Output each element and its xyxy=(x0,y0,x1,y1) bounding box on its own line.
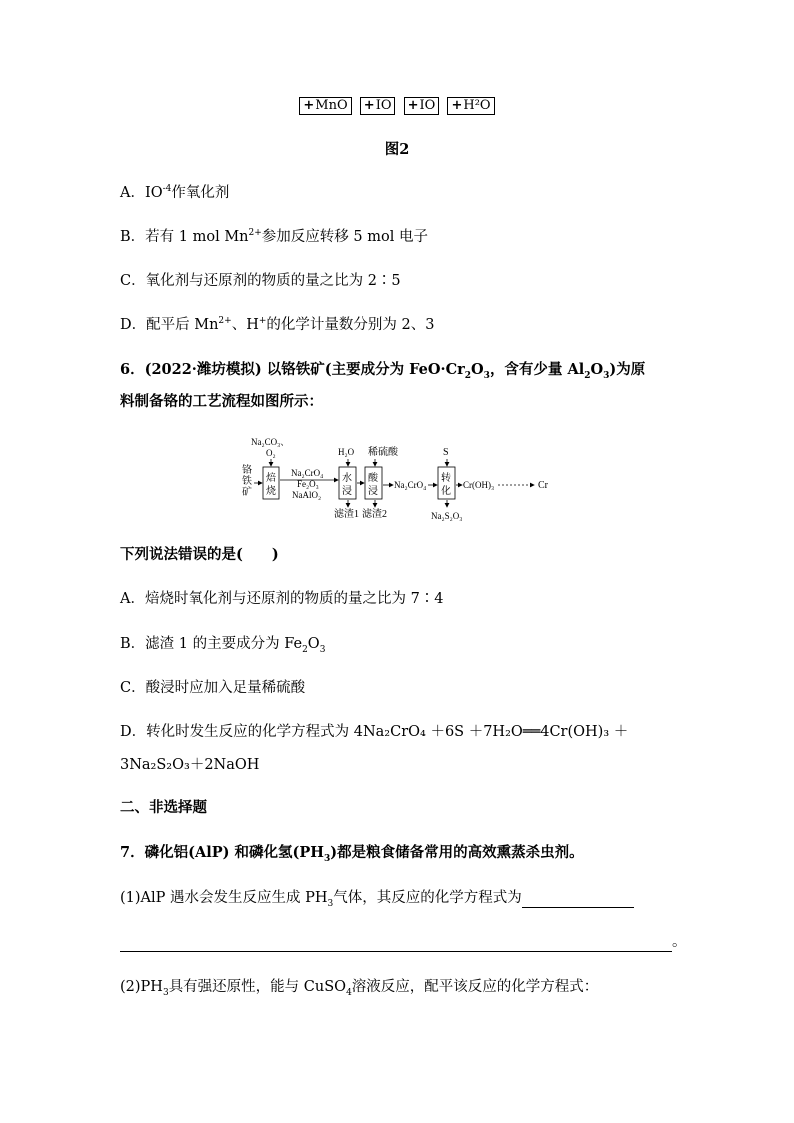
svg-text:铁: 铁 xyxy=(242,476,252,487)
q5-option-b: B．若有 1 mol $Mn^{2+}$参加反应转移 5 mol 电子 xyxy=(120,228,428,245)
svg-text:Fe₂O₃: Fe₂O₃ xyxy=(297,479,319,489)
reagent-2: H₂O xyxy=(338,447,355,457)
figure-caption: 图2 xyxy=(384,141,410,158)
q6-prompt: 下列说法错误的是( ) xyxy=(120,546,279,563)
svg-text:NaAlO₂: NaAlO₂ xyxy=(292,490,322,500)
svg-text:酸: 酸 xyxy=(368,473,378,484)
reagent-1: Na₂CO₃、 xyxy=(251,437,290,447)
final-product: Cr xyxy=(538,480,548,491)
svg-text:水: 水 xyxy=(342,473,352,484)
reagent-4: S xyxy=(443,447,449,458)
answer-blank[interactable] xyxy=(522,889,634,908)
svg-text:矿: 矿 xyxy=(242,487,252,498)
product: Cr(OH)₃ xyxy=(463,480,495,490)
q5-option-a: A．$IO^{-4}$作氧化剂 xyxy=(120,184,230,201)
q7-part2: $(2)PH_3$具有强还原性，能与 CuSO$_4$溶液反应，配平该反应的化学方程式： xyxy=(120,979,599,998)
q5-option-d: D．配平后 $Mn^{2+}$、H+的化学计量数分别为 2、3 xyxy=(120,316,435,333)
q6-option-b: B．滤渣 1 的主要成分为 $Fe_2O_3$ xyxy=(120,636,326,655)
svg-text:化: 化 xyxy=(441,486,451,497)
svg-text:O₂: O₂ xyxy=(266,448,276,458)
input-label: 铬 xyxy=(242,465,252,476)
boxed-term: +IO xyxy=(360,97,396,115)
q7-stem: 7．磷化铝(AlP) 和磷化氢$(PH_3)$都是粮食储备常用的高效熏蒸杀虫剂。 xyxy=(120,844,584,864)
q6-option-c: C．酸浸时应加入足量稀硫酸 xyxy=(120,680,306,696)
section-heading: 二、非选择题 xyxy=(120,799,207,816)
svg-text:浸: 浸 xyxy=(342,486,352,497)
products-1: Na₂CrO₄ xyxy=(291,468,324,478)
svg-text:烧: 烧 xyxy=(266,486,276,497)
boxed-term: +MnO xyxy=(299,97,351,115)
svg-text:转: 转 xyxy=(441,473,451,484)
svg-text:浸: 浸 xyxy=(368,486,378,497)
boxed-term: +H²O xyxy=(447,97,494,115)
q7-part1-continuation: 。 xyxy=(120,932,687,952)
reagent-3: 稀硫酸 xyxy=(368,447,398,458)
q6-stem-line2: 料制备铬的工艺流程如图所示： xyxy=(120,393,323,410)
boxed-terms-row xyxy=(0,97,794,115)
mid-product: Na₂CrO₄ xyxy=(394,480,427,490)
svg-text:焙: 焙 xyxy=(266,473,276,484)
q6-option-d-line2: 3Na₂S₂O₃＋2NaOH xyxy=(120,757,260,773)
byproduct: Na₂S₂O₃ xyxy=(431,511,463,521)
q6-option-d-line1: D．转化时发生反应的化学方程式为 4Na₂CrO₄ ＋6S ＋7H₂O══4Cr(OH)₃ ＋ xyxy=(120,724,629,740)
answer-blank[interactable] xyxy=(120,933,672,952)
q5-option-c: C．氧化剂与还原剂的物质的量之比为 2∶5 xyxy=(120,273,401,289)
residue-1: 滤渣1 xyxy=(334,509,359,520)
q7-part1: (1)AlP 遇水会发生反应生成 $PH_3$气体，其反应的化学方程式为 xyxy=(120,888,634,908)
residue-2: 滤渣2 xyxy=(362,509,387,520)
q6-option-a: A．焙烧时氧化剂与还原剂的物质的量之比为 7∶4 xyxy=(120,591,444,607)
process-flow-diagram xyxy=(238,433,558,525)
boxed-term: +IO xyxy=(404,97,440,115)
q6-stem-line1: 6．(2022·潍坊模拟) 以铬铁矿(主要成分为 $FeO\cdot Cr_2O_3$，含有少量 $Al_2O_3$)为原 xyxy=(120,361,646,381)
